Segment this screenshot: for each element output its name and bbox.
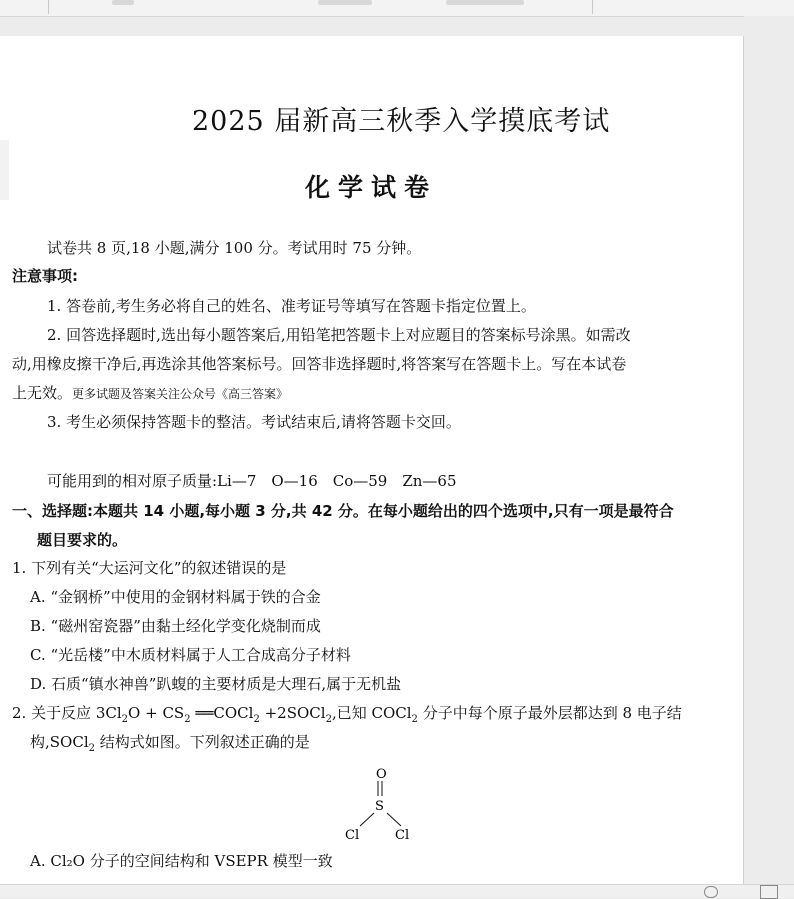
notice-item-2: 2. 回答选择题时,选出每小题答案后,用铅笔把答题卡上对应题目的答案标号涂黑。如需改	[47, 326, 631, 344]
mol-atom-cl-right: Cl	[395, 828, 410, 843]
zoom-icon[interactable]	[704, 886, 718, 898]
document-page	[0, 36, 744, 884]
notice-heading: 注意事项:	[12, 267, 78, 285]
q1-option-a: A. “金钢桥”中使用的金钢材料属于铁的合金	[30, 588, 321, 606]
q2-option-a: A. Cl₂O 分子的空间结构和 VSEPR 模型一致	[30, 852, 333, 870]
promo-text: 更多试题及答案关注公众号《高三答案》	[72, 387, 289, 401]
mol-atom-s: S	[375, 799, 384, 814]
exam-info: 试卷共 8 页,18 小题,满分 100 分。考试用时 75 分钟。	[47, 239, 422, 257]
q1-option-d: D. 石质“镇水神兽”趴蝮的主要材质是大理石,属于无机盐	[30, 675, 402, 693]
q1-option-b: B. “磁州窑瓷器”由黏土经化学变化烧制而成	[30, 617, 321, 635]
mol-atom-cl-left: Cl	[345, 828, 360, 843]
socl2-structure-diagram	[340, 762, 420, 847]
toolbar-button[interactable]	[318, 0, 372, 5]
left-margin-marker	[0, 140, 9, 200]
exam-subtitle: 化学试卷	[305, 173, 438, 202]
toolbar-button[interactable]	[112, 0, 134, 5]
notice-item-2-cont: 动,用橡皮擦干净后,再选涂其他答案标号。回答非选择题时,将答案写在答题卡上。写在本试卷	[12, 355, 627, 373]
mol-atom-o: O	[376, 767, 387, 782]
right-gutter	[744, 16, 794, 884]
exam-title: 2025 届新高三秋季入学摸底考试	[192, 106, 611, 137]
section-heading: 一、选择题:本题共 14 小题,每小题 3 分,共 42 分。在每小题给出的四个选项中,只有一项是最符合	[12, 502, 674, 520]
toolbar-button[interactable]	[446, 0, 524, 5]
notice-item-2-end: 上无效。更多试题及答案关注公众号《高三答案》	[12, 384, 289, 402]
question-2: 2. 关于反应 $3Cl_2O + CS_2$ ══COCl$_2$ +2SOCl$_2$,已知 COCl$_2$ 分子中每个原子最外层都达到 8 电子结	[12, 704, 682, 725]
toolbar-separator	[592, 0, 593, 14]
q1-option-c: C. “光岳楼”中木质材料属于人工合成高分子材料	[30, 646, 351, 664]
atomic-mass-line: 可能用到的相对原子质量:Li—7 O—16 Co—59 Zn—65	[47, 472, 457, 490]
notice-item-1: 1. 答卷前,考生务必将自己的姓名、准考证号等填写在答题卡指定位置上。	[47, 297, 536, 315]
question-1: 1. 下列有关“大运河文化”的叙述错误的是	[12, 559, 287, 577]
toolbar	[0, 0, 794, 17]
toolbar-separator	[48, 0, 49, 14]
notice-item-3: 3. 考生必须保持答题卡的整洁。考试结束后,请将答题卡交回。	[47, 413, 461, 431]
question-2-cont: 构,SOCl$_2$ 结构式如图。下列叙述正确的是	[30, 733, 310, 754]
status-bar	[0, 884, 794, 898]
section-heading-cont: 题目要求的。	[37, 531, 128, 549]
